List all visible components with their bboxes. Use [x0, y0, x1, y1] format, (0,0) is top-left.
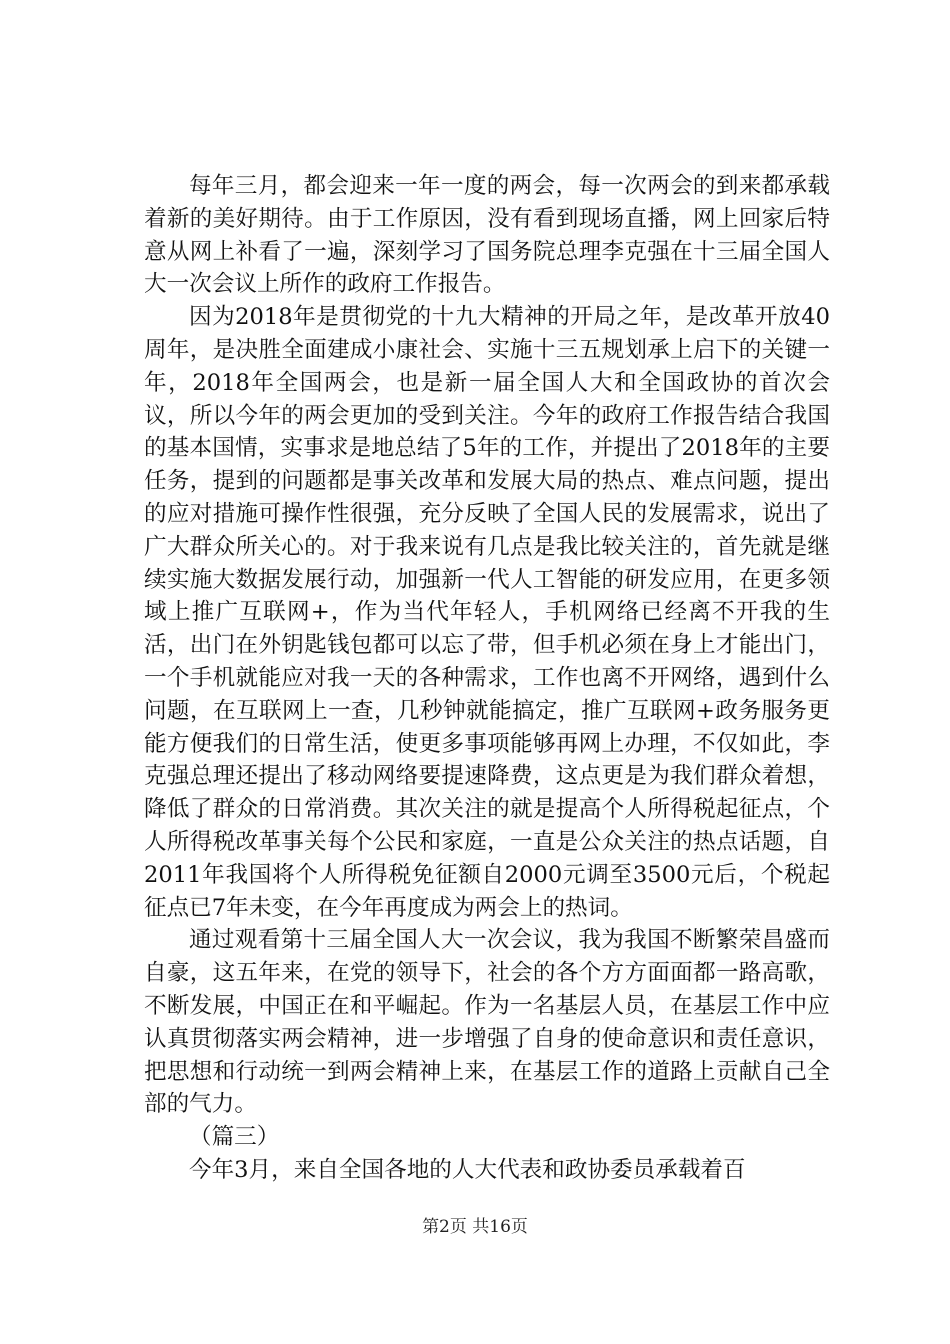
paragraph-intro: 每年三月，都会迎来一年一度的两会，每一次两会的到来都承载着新的美好期待。由于工作原因，没有看到现场直播，网上回家后特意从网上补看了一遍，深刻学习了国务院总理李克强在十三届全国人大一次会议上所作的政府工作报告。 [144, 173, 830, 298]
page-number: 第2页 [422, 1217, 467, 1237]
page-footer [0, 1216, 950, 1238]
document-body [144, 170, 830, 1187]
paragraph-report-focus: 因为2018年是贯彻党的十九大精神的开局之年，是改革开放40周年，是决胜全面建成小康社会、实施十三五规划承上启下的关键一年，2018年全国两会，也是新一届全国人大和全国政协的首次会议，所以今年的两会更加的受到关注。今年的政府工作报告结合我国的基本国情，实事求是地总结了5年的工作，并提出了2018年的主要任务，提到的问题都是事关改革和发展大局的热点、难点问题，提出的应对措施可操作性很强，充分反映了全国人民的发展需求，说出了广大群众所关心的。对于我来说有几点是我比较关注的，首先就是继续实施大数据发展行动，加强新一代人工智能的研发应用，在更多领域上推广互联网+，作为当代年轻人，手机网络已经离不开我的生活，出门在外钥匙钱包都可以忘了带，但手机必须在身上才能出门，一个手机就能应对我一天的各种需求，工作也离不开网络，遇到什么问题，在互联网上一查，几秒钟就能搞定，推广互联网+政务服务更能方便我们的日常生活，使更多事项能够再网上办理，不仅如此，李克强总理还提出了移动网络要提速降费，这点更是为我们群众着想，降低了群众的日常消费。其次关注的就是提高个人所得税起征点，个人所得税改革事关每个公民和家庭，一直是公众关注的热点话题，自2011年我国将个人所得税免征额自2000元调至3500元后，个税起征点已7年未变，在今年再度成为两会上的热词。 [144, 304, 830, 921]
page-total: 共16页 [472, 1217, 528, 1237]
paragraph-conclusion: 通过观看第十三届全国人大一次会议，我为我国不断繁荣昌盛而自豪，这五年来，在党的领导下，社会的各个方方面面都一路高歌，不断发展，中国正在和平崛起。作为一名基层人员，在基层工作中应认真贯彻落实两会精神，进一步增强了自身的使命意识和责任意识，把思想和行动统一到两会精神上来，在基层工作的道路上贡献自己全部的气力。 [144, 927, 830, 1118]
paragraph-section-three-start: 今年3月，来自全国各地的人大代表和政协委员承载着百 [189, 1156, 746, 1183]
section-heading: （篇三） [189, 1124, 280, 1151]
